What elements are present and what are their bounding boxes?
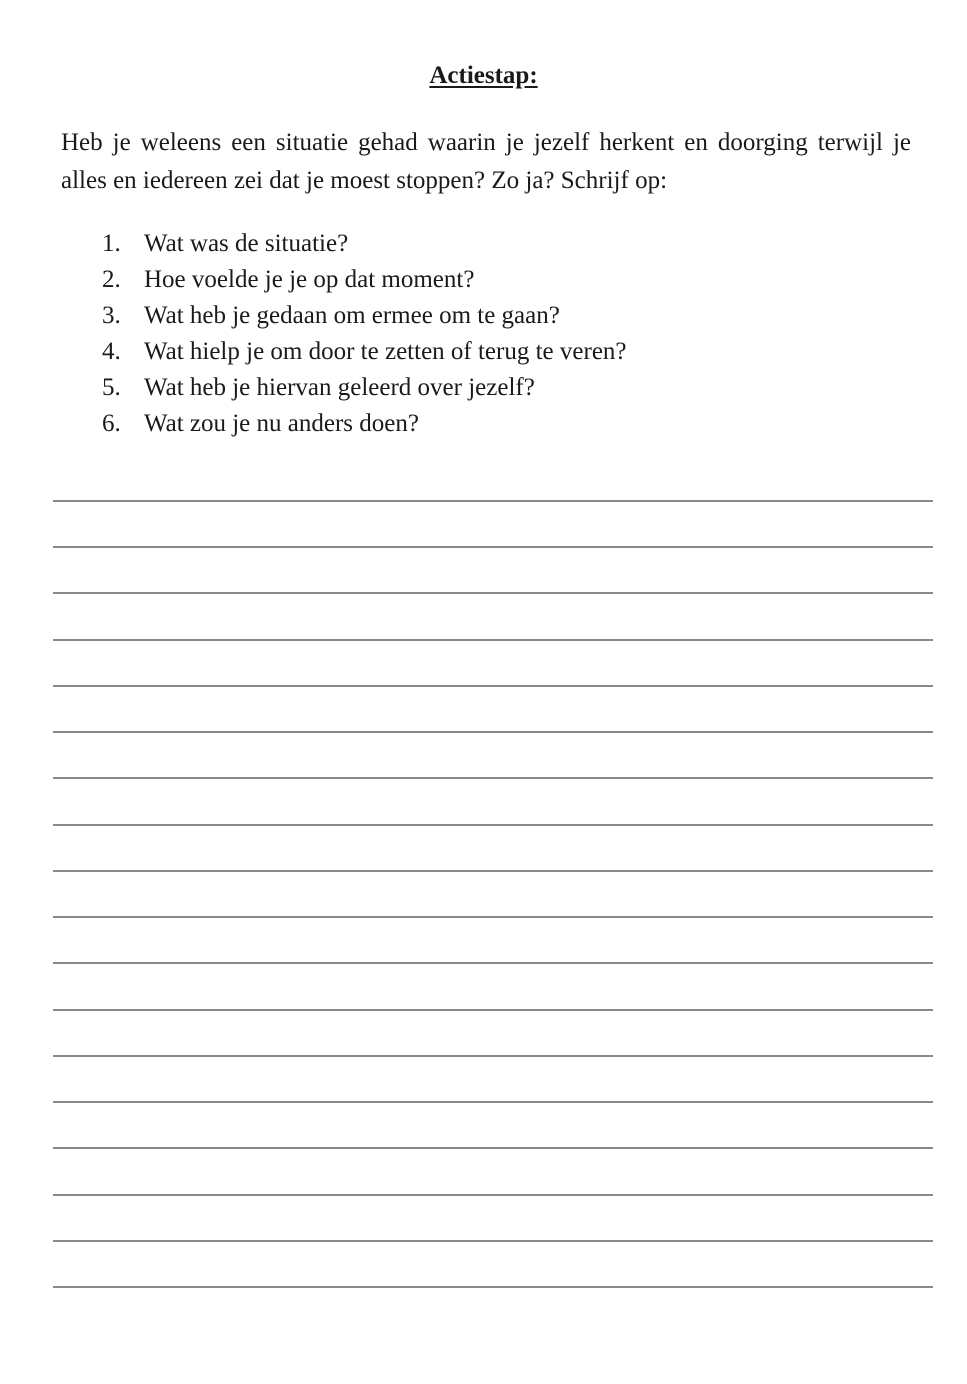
question-number: 2. [102, 266, 121, 293]
writing-line[interactable] [53, 870, 933, 872]
writing-line[interactable] [53, 1055, 933, 1057]
writing-line[interactable] [53, 1009, 933, 1011]
question-text: Wat zou je nu anders doen? [144, 410, 419, 437]
question-text: Hoe voelde je je op dat moment? [144, 266, 475, 293]
writing-line[interactable] [53, 777, 933, 779]
question-number: 5. [102, 374, 121, 401]
page-title: Actiestap: [429, 62, 538, 89]
writing-line[interactable] [53, 685, 933, 687]
question-number: 6. [102, 410, 121, 437]
writing-line[interactable] [53, 1147, 933, 1149]
writing-area[interactable] [53, 0, 933, 1384]
writing-line[interactable] [53, 731, 933, 733]
writing-line[interactable] [53, 916, 933, 918]
writing-line[interactable] [53, 1286, 933, 1288]
question-text: Wat heb je hiervan geleerd over jezelf? [144, 374, 535, 401]
writing-line[interactable] [53, 1240, 933, 1242]
writing-line[interactable] [53, 824, 933, 826]
writing-line[interactable] [53, 1194, 933, 1196]
writing-line[interactable] [53, 1101, 933, 1103]
question-number: 3. [102, 302, 121, 329]
question-number: 1. [102, 230, 121, 257]
intro-paragraph: Heb je weleens een situatie gehad waarin je jezelf herkent en doorging terwijl je alles en iedereen zei dat je moest stoppen? Zo ja? Schrijf op: [61, 129, 911, 194]
writing-line[interactable] [53, 546, 933, 548]
question-number: 4. [102, 338, 121, 365]
writing-line[interactable] [53, 639, 933, 641]
writing-line[interactable] [53, 500, 933, 502]
question-text: Wat heb je gedaan om ermee om te gaan? [144, 302, 560, 329]
question-text: Wat was de situatie? [144, 230, 349, 257]
question-text: Wat hielp je om door te zetten of terug te veren? [144, 338, 627, 365]
writing-line[interactable] [53, 962, 933, 964]
writing-line[interactable] [53, 592, 933, 594]
